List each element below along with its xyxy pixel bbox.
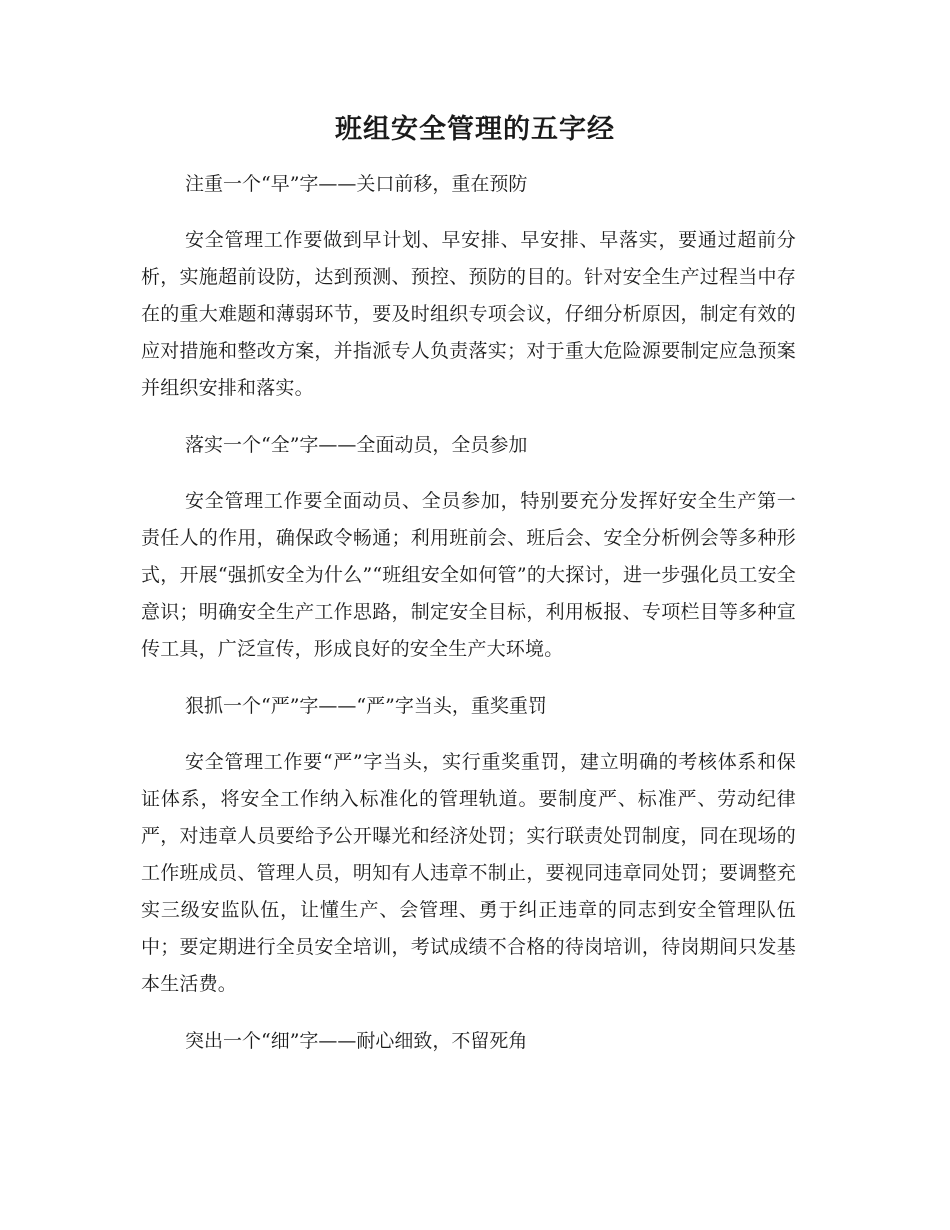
document-body	[141, 166, 796, 1079]
section-heading-all: 落实一个“全”字——全面动员，全员参加	[185, 434, 528, 456]
section-paragraph-all: 安全管理工作要全面动员、全员参加，特别要充分发挥好安全生产第一责任人的作用，确保政令畅通；利用班前会、班后会、安全分析例会等多种形式，开展“强抓安全为什么”“班组安全如何管”的大探讨，进一步强化员工安全意识；明确安全生产工作思路，制定安全目标，利用板报、专项栏目等多种宣传工具，广泛宣传，形成良好的安全生产大环境。	[141, 490, 796, 660]
section-paragraph-strict: 安全管理工作要“严”字当头，实行重奖重罚，建立明确的考核体系和保证体系，将安全工作纳入标准化的管理轨道。要制度严、标准严、劳动纪律严，对违章人员要给予公开曝光和经济处罚；实行联责处罚制度，同在现场的工作班成员、管理人员，明知有人违章不制止，要视同违章同处罚；要调整充实三级安监队伍，让懂生产、会管理、勇于纠正违章的同志到安全管理队伍中；要定期进行全员安全培训，考试成绩不合格的待岗培训，待岗期间只发基本生活费。	[141, 751, 796, 995]
section-paragraph-early: 安全管理工作要做到早计划、早安排、早安排、早落实，要通过超前分析，实施超前设防，达到预测、预控、预防的目的。针对安全生产过程当中存在的重大难题和薄弱环节，要及时组织专项会议，仔细分析原因，制定有效的应对措施和整改方案，并指派专人负责落实；对于重大危险源要制定应急预案并组织安排和落实。	[141, 229, 796, 399]
section-heading-strict: 狠抓一个“严”字——“严”字当头，重奖重罚	[185, 695, 547, 717]
document-title: 班组安全管理的五字经	[335, 114, 615, 145]
section-heading-detail: 突出一个“细”字——耐心细致，不留死角	[185, 1030, 528, 1052]
section-heading-early: 注重一个“早”字——关口前移，重在预防	[185, 173, 528, 195]
